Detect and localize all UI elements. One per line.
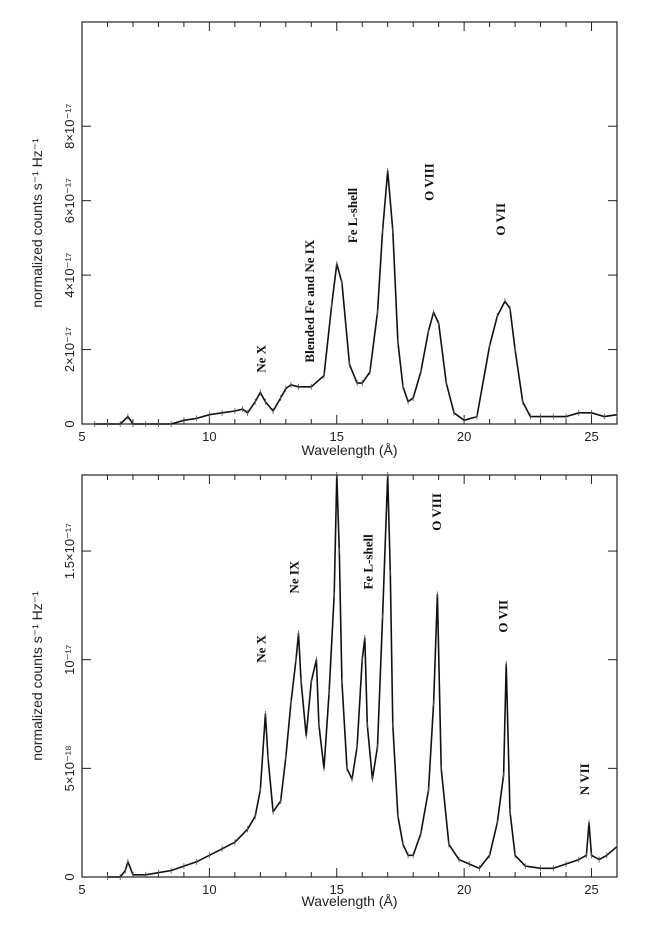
line-annotation: Ne IX	[286, 560, 302, 594]
x-tick-label: 15	[329, 882, 344, 897]
x-tick-label: 5	[78, 882, 86, 897]
top-x-axis-title: Wavelength (Å)	[301, 442, 398, 458]
top-y-axis-title: normalized counts s⁻¹ Hz⁻¹	[29, 138, 45, 308]
x-tick-label: 20	[456, 429, 472, 444]
y-tick-label: 10⁻¹⁷	[62, 644, 77, 675]
top-spectrum-panel	[29, 22, 617, 458]
line-annotation: Ne X	[253, 344, 269, 373]
plot-frame	[82, 475, 617, 877]
line-annotation: O VIII	[421, 163, 437, 201]
x-tick-label: 5	[78, 429, 86, 444]
bottom-x-axis-title: Wavelength (Å)	[301, 893, 398, 909]
y-tick-label: 4×10⁻¹⁷	[62, 252, 77, 298]
y-tick-label: 5×10⁻¹⁸	[62, 745, 77, 792]
line-annotation: O VII	[492, 202, 508, 236]
x-tick-label: 10	[202, 882, 217, 897]
x-tick-label: 10	[202, 429, 217, 444]
bottom-y-axis-title: normalized counts s⁻¹ Hz⁻¹	[29, 591, 45, 761]
line-annotation: O VII	[495, 599, 511, 633]
y-tick-label: 0	[62, 873, 77, 881]
line-annotation: N VII	[576, 763, 592, 796]
y-tick-label: 6×10⁻¹⁷	[62, 178, 77, 224]
y-tick-label: 1.5×10⁻¹⁷	[62, 523, 77, 580]
line-annotation: O VIII	[429, 493, 445, 531]
x-tick-label: 25	[584, 882, 599, 897]
x-tick-label: 20	[456, 882, 472, 897]
line-annotation: Fe L-shell	[360, 534, 376, 590]
bottom-spectrum-panel	[29, 472, 617, 909]
y-tick-label: 2×10⁻¹⁷	[62, 326, 77, 373]
line-annotation: Ne X	[253, 634, 269, 663]
line-annotation: Blended Fe and Ne IX	[301, 239, 317, 363]
x-tick-label: 15	[329, 429, 344, 444]
y-tick-label: 8×10⁻¹⁷	[62, 103, 78, 149]
y-tick-label: 0	[62, 420, 77, 428]
line-annotation: Fe L-shell	[345, 187, 361, 244]
x-tick-label: 25	[584, 429, 599, 444]
